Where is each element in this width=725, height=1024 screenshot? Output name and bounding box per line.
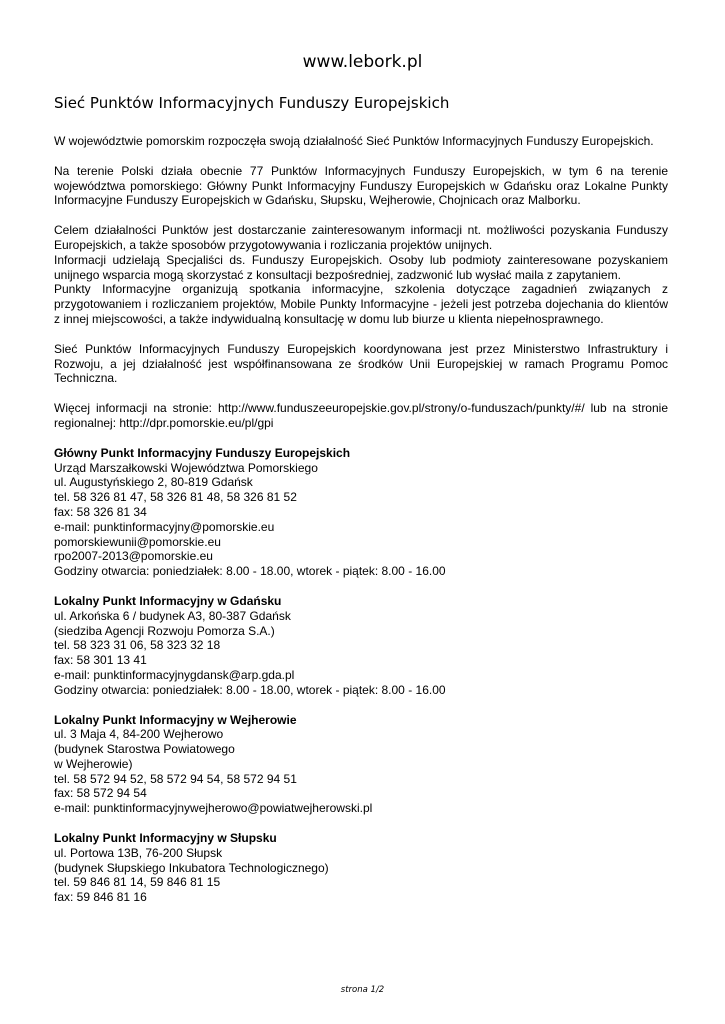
document-body [54,134,668,920]
contact-block-local-gdansk [54,594,668,698]
goal-text: Celem działalności Punktów jest dostarczanie zainteresowanym informacji nt. możliwości pozyskania Funduszy Europejskich, a także sposobów przygotowywania i rozliczania projektów unijnych. [54,223,668,252]
network-paragraph: Na terenie Polski działa obecnie 77 Punktów Informacyjnych Funduszy Europejskich, w tym 6 na terenie województwa pomorskiego: Główny Punkt Informacyjny Funduszy Europejskich w Gdańsku oraz Lokalne Punkty Informacyjne Funduszy Europejskich w Gdańsku, Słupsku, Wejherowie, Chojnicach oraz Malborku. [54,163,668,208]
page-number: strona 1/2 [340,985,385,995]
contact-email: rpo2007-2013@pomorskie.eu [54,549,213,564]
contact-fax: fax: 58 326 81 34 [54,504,147,519]
contact-block-wejherowo [54,713,668,817]
coordination-paragraph: Sieć Punktów Informacyjnych Funduszy Europejskich koordynowana jest przez Ministerstwo Infrastruktury i Rozwoju, a jej działalność jest współfinansowana ze środków Unii Europejskiej w ramach Programu Pomoc Techniczna. [54,341,668,386]
contact-line: (budynek Słupskiego Inkubatora Technologicznego) [54,860,329,875]
document-title: Sieć Punktów Informacyjnych Funduszy Europejskich [54,94,450,112]
specialists-text: Informacji udzielają Specjaliści ds. Funduszy Europejskich. Osoby lub podmioty zainteresowane pozyskaniem unijnego wsparcia mogą skorzystać z konsultacji bezpośredniej, zadzwonić lub wysłać maila z zapytaniem. [54,252,668,282]
contact-phone: tel. 58 326 81 47, 58 326 81 48, 58 326 81 52 [54,490,297,505]
services-paragraph [54,223,668,327]
contact-heading: Lokalny Punkt Informacyjny w Wejherowie [54,712,297,727]
contact-fax: fax: 58 572 94 54 [54,786,147,801]
contact-block-main-gdansk [54,446,668,579]
more-info-paragraph: Więcej informacji na stronie: http://www.funduszeeuropejskie.gov.pl/strony/o-funduszach/punkty/#/ lub na stronie regionalnej: http://dpr.pomorskie.eu/pl/gpi [54,401,668,430]
contact-hours: Godziny otwarcia: poniedziałek: 8.00 - 18.00, wtorek - piątek: 8.00 - 16.00 [54,682,446,697]
contact-email: e-mail: punktinformacyjnywejherowo@powiatwejherowski.pl [54,801,373,816]
contact-address: ul. Augustyńskiego 2, 80-819 Gdańsk [54,475,253,490]
contact-address: ul. Arkońska 6 / budynek A3, 80-387 Gdańsk [54,608,291,623]
contact-phone: tel. 59 846 81 14, 59 846 81 15 [54,875,221,890]
contact-heading: Lokalny Punkt Informacyjny w Gdańsku [54,593,282,608]
contact-address: ul. Portowa 13B, 76-200 Słupsk [54,845,223,860]
contact-line: w Wejherowie) [54,756,133,771]
contact-fax: fax: 58 301 13 41 [54,653,147,668]
contact-email: pomorskiewunii@pomorskie.eu [54,534,221,549]
activities-text: Punkty Informacyjne organizują spotkania informacyjne, szkolenia dotyczące zagadnień związanych z przygotowaniem i rozliczaniem projektów, Mobile Punkty Informacyjne - jeżeli jest potrzeba dojechania do klientów z innej miejscowości, a także indywidualną konsultację w domu lub biurze u klienta niepełnosprawnego. [54,282,668,326]
contact-phone: tel. 58 323 31 06, 58 323 32 18 [54,638,221,653]
contact-line: (siedziba Agencji Rozwoju Pomorza S.A.) [54,623,275,638]
contact-line: Urząd Marszałkowski Województwa Pomorskiego [54,460,318,475]
contact-block-slupsk [54,831,668,905]
contact-phone: tel. 58 572 94 52, 58 572 94 54, 58 572 94 51 [54,771,297,786]
intro-paragraph: W województwie pomorskim rozpoczęła swoją działalność Sieć Punktów Informacyjnych Funduszy Europejskich. [54,134,654,148]
contact-email: e-mail: punktinformacyjny@pomorskie.eu [54,519,275,534]
contact-address: ul. 3 Maja 4, 84-200 Wejherowo [54,727,224,742]
contact-email: e-mail: punktinformacyjnygdansk@arp.gda.pl [54,667,295,682]
contact-line: (budynek Starostwa Powiatowego [54,742,235,757]
site-header: www.lebork.pl [302,52,423,72]
contact-fax: fax: 59 846 81 16 [54,890,147,905]
contact-hours: Godziny otwarcia: poniedziałek: 8.00 - 18.00, wtorek - piątek: 8.00 - 16.00 [54,564,446,579]
contact-heading: Lokalny Punkt Informacyjny w Słupsku [54,831,277,846]
contact-heading: Główny Punkt Informacyjny Funduszy Europejskich [54,445,351,460]
